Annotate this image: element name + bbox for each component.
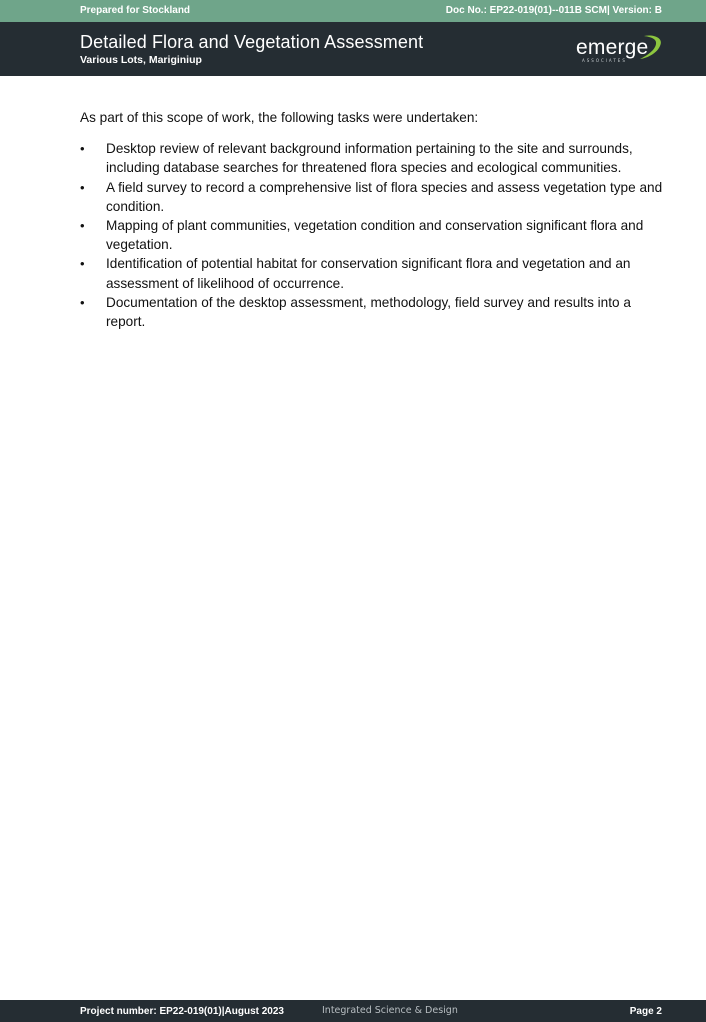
task-list (80, 139, 670, 331)
list-item (80, 216, 670, 254)
emerge-logo (574, 32, 666, 66)
intro-paragraph: As part of this scope of work, the following tasks were undertaken: (80, 110, 479, 125)
bullet-icon: • (80, 141, 85, 157)
header-band (0, 22, 706, 76)
list-item (80, 293, 670, 331)
bullet-icon: • (80, 218, 85, 234)
project-number-date: Project number: EP22-019(01)|August 2023 (80, 1006, 284, 1017)
document-subtitle: Various Lots, Mariginiup (80, 54, 202, 66)
doc-number-version: Doc No.: EP22-019(01)--011B SCM| Version: B (445, 5, 662, 16)
logo-tagline: ASSOCIATES (582, 58, 627, 63)
bullet-icon: • (80, 294, 85, 310)
list-item (80, 254, 670, 292)
task-text: Identification of potential habitat for conservation significant flora and vegetation and an assessment of likelihood of occurrence. (106, 256, 631, 291)
list-item (80, 139, 670, 177)
task-text: A field survey to record a comprehensive list of flora species and assess vegetation type and condition. (106, 179, 663, 214)
task-text: Mapping of plant communities, vegetation condition and conservation significant flora and vegetation. (106, 218, 644, 253)
page-content (80, 108, 670, 331)
list-item (80, 178, 670, 216)
footer-band (0, 1000, 706, 1022)
top-bar (0, 0, 706, 22)
task-text: Desktop review of relevant background information pertaining to the site and surrounds, including database searches for threatened flora species and ecological communities. (106, 141, 633, 176)
bullet-icon: • (80, 256, 85, 272)
document-title: Detailed Flora and Vegetation Assessment (80, 32, 424, 52)
prepared-for-label: Prepared for Stockland (80, 5, 191, 16)
footer-tagline: Integrated Science & Design (322, 1005, 458, 1016)
task-text: Documentation of the desktop assessment, methodology, field survey and results into a report. (106, 294, 631, 330)
page-number: Page 2 (629, 1006, 662, 1017)
bullet-icon: • (80, 179, 85, 195)
logo-wordmark: emerge (576, 36, 649, 59)
